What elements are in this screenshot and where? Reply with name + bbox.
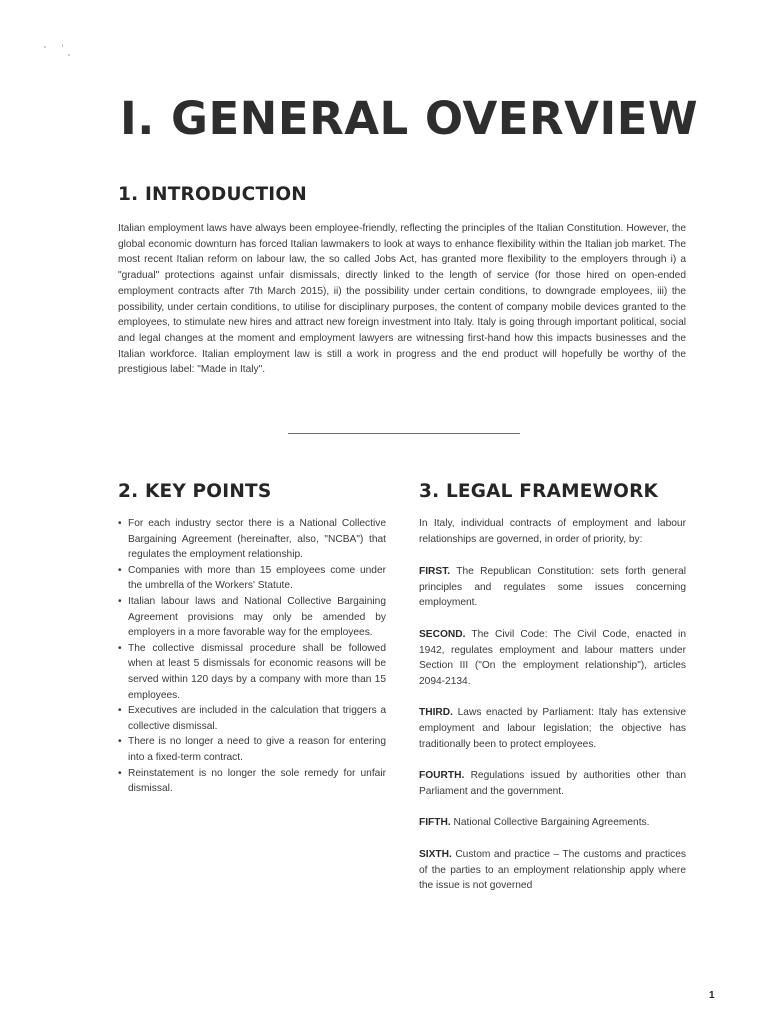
- list-item-text: For each industry sector there is a National Collective Bargaining Agreement (hereinafter, also, "NCBA") that regulates the employment relationship.: [128, 518, 386, 561]
- legal-source-text: National Collective Bargaining Agreements.: [453, 817, 650, 829]
- bullet-icon: •: [118, 767, 122, 779]
- legal-source-text: Regulations issued by authorities other than Parliament and the government.: [419, 770, 686, 797]
- legal-source-paragraph: [419, 847, 686, 894]
- bullet-icon: •: [118, 518, 122, 529]
- legal-source-paragraph: [419, 564, 686, 611]
- legal-source-lead: FOURTH.: [419, 770, 465, 782]
- scan-speck: [68, 54, 70, 56]
- list-item: [118, 734, 386, 765]
- introduction-paragraph: Italian employment laws have always been employee-friendly, reflecting the principles of the Italian Constitution. However, the global economic downturn has forced Italian lawmakers to look at ways to enhance flexibility within the Italian job market. The most recent Italian reform on labour law, the so called Jobs Act, has granted more flexibility to the employers through i) a "gradual" protections against unfair dismissals, directly linked to the length of service (for those hired on open-ended employment contracts after 7th March 2015), ii) the possibility under certain conditions, to downgrade employees, iii) the possibility, under certain conditions, to utilise for disciplinary purposes, the content of company mobile devices granted to the employees, to stimulate new hires and attract new foreign investment into Italy. Italy is going through important political, social and legal changes at the moment and employment lawyers are witnessing first-hand how this impacts businesses and the Italian workforce. Italian employment law is still a work in progress and the end product will hopefully be worthy of the prestigious label: "Made in Italy".: [118, 223, 686, 376]
- legal-source-text: The Civil Code: The Civil Code, enacted in 1942, regulates employment and labour matters under Section III ("On the employment relationship"), articles 2094-2134.: [419, 628, 686, 687]
- scan-speck: [44, 46, 46, 48]
- list-item: [118, 516, 386, 563]
- bullet-icon: •: [118, 705, 122, 717]
- page-title: I. GENERAL OVERVIEW: [120, 92, 699, 145]
- legal-source-lead: SIXTH.: [419, 848, 452, 860]
- legal-source-paragraph: [419, 627, 686, 689]
- section-divider: [288, 433, 520, 434]
- list-item: [118, 563, 386, 594]
- list-item: [118, 766, 386, 797]
- list-item-text: Executives are included in the calculation that triggers a collective dismissal.: [128, 705, 386, 732]
- list-item-text: Companies with more than 15 employees come under the umbrella of the Workers' Statute.: [128, 564, 386, 592]
- legal-framework-column: [419, 516, 686, 910]
- legal-source-paragraph: [419, 768, 686, 799]
- legal-source-text: The Republican Constitution: sets forth general principles and regulates some issues concerning employment.: [419, 566, 686, 609]
- list-item: [118, 641, 386, 703]
- legal-source-lead: THIRD.: [419, 707, 453, 719]
- legal-source-paragraph: [419, 815, 686, 831]
- bullet-icon: •: [118, 595, 122, 607]
- legal-source-lead: FIFTH.: [419, 817, 451, 829]
- list-item-text: Italian labour laws and National Collective Bargaining Agreement provisions may only be amended by employers in a more favorable way for the employees.: [128, 595, 386, 639]
- legal-framework-intro: In Italy, individual contracts of employment and labour relationships are governed, in order of priority, by:: [419, 518, 686, 545]
- legal-source-lead: SECOND.: [419, 628, 466, 640]
- list-item: [118, 594, 386, 641]
- list-item-text: There is no longer a need to give a reason for entering into a fixed-term contract.: [128, 736, 386, 763]
- bullet-icon: •: [118, 642, 122, 654]
- page-number: 1: [709, 990, 715, 1001]
- legal-source-text: Custom and practice – The customs and practices of the parties to an employment relationship apply where the issue is not governed: [419, 848, 686, 892]
- list-item-text: Reinstatement is no longer the sole remedy for unfair dismissal.: [128, 767, 386, 795]
- legal-source-lead: FIRST.: [419, 566, 451, 578]
- introduction-heading: 1. INTRODUCTION: [118, 184, 307, 205]
- key-points-heading: 2. KEY POINTS: [118, 481, 272, 502]
- legal-framework-heading: 3. LEGAL FRAMEWORK: [419, 481, 659, 502]
- scan-speck: [62, 44, 63, 47]
- list-item-text: The collective dismissal procedure shall be followed when at least 5 dismissals for economic reasons will be served within 120 days by a company with more than 15 employees.: [128, 642, 386, 701]
- list-item: [118, 703, 386, 734]
- bullet-icon: •: [118, 564, 122, 576]
- legal-source-text: Laws enacted by Parliament: Italy has extensive employment and labour legislation; the objective has traditionally been to protect employees.: [419, 707, 686, 750]
- bullet-icon: •: [118, 736, 122, 748]
- legal-source-paragraph: [419, 705, 686, 752]
- key-points-list: [118, 516, 386, 797]
